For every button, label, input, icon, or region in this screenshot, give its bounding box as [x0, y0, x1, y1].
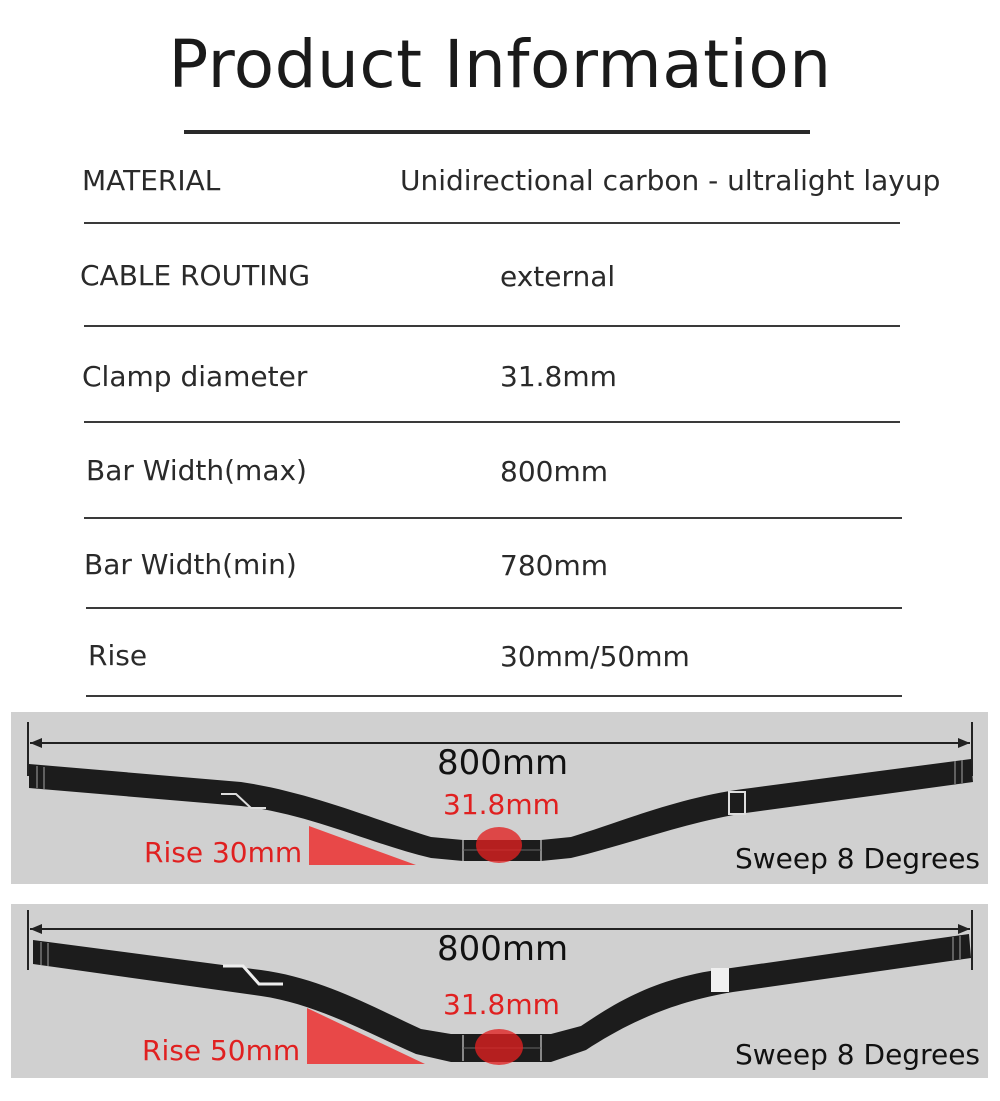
rise-label: Rise 50mm [142, 1034, 301, 1067]
sweep-label: Sweep 8 Degrees [735, 1038, 981, 1071]
spec-label-material: MATERIAL [82, 164, 221, 197]
row-divider [84, 325, 900, 327]
spec-label-clamp-diameter: Clamp diameter [82, 360, 308, 393]
row-divider [86, 695, 902, 697]
clamp-diameter-label: 31.8mm [443, 988, 560, 1021]
spec-value-bar-width-max: 800mm [500, 455, 608, 488]
handlebar-diagram-30mm [11, 712, 988, 884]
spec-value-bar-width-min: 780mm [500, 549, 608, 582]
spec-label-cable-routing: CABLE ROUTING [80, 259, 311, 292]
spec-value-clamp-diameter: 31.8mm [500, 360, 617, 393]
bar-width-label: 800mm [437, 743, 569, 783]
page-title: Product Information [168, 26, 832, 103]
rise-label: Rise 30mm [144, 836, 303, 869]
handlebar-diagram-50mm [11, 904, 988, 1078]
sweep-label: Sweep 8 Degrees [735, 842, 981, 875]
row-divider [84, 421, 900, 423]
spec-label-bar-width-max: Bar Width(max) [86, 454, 307, 487]
spec-value-material: Unidirectional carbon - ultralight layup [400, 164, 941, 197]
clamp-diameter-label: 31.8mm [443, 788, 560, 821]
spec-label-rise: Rise [88, 639, 148, 672]
row-divider [86, 607, 902, 609]
row-divider [84, 517, 902, 519]
row-divider [84, 222, 900, 224]
spec-value-cable-routing: external [500, 260, 616, 293]
spec-label-bar-width-min: Bar Width(min) [84, 548, 297, 581]
spec-value-rise: 30mm/50mm [500, 640, 690, 673]
title-divider [184, 130, 810, 134]
bar-width-label: 800mm [437, 929, 569, 969]
